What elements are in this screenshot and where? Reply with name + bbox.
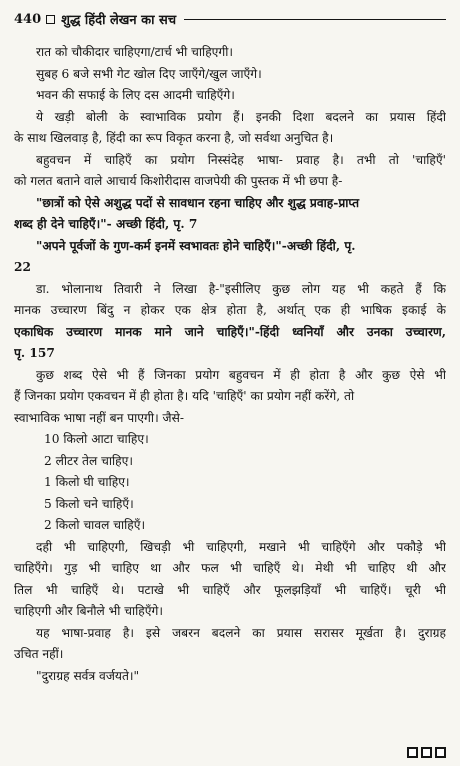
example-line: 10 किलो आटा चाहिए। bbox=[44, 432, 149, 446]
header-rule bbox=[184, 19, 446, 20]
example-line: 2 लीटर तेल चाहिए। bbox=[44, 453, 134, 468]
square-ornament-icon bbox=[407, 747, 418, 758]
quote-line: "दुराग्रह सर्वत्र वर्जयते।" bbox=[36, 668, 140, 683]
text-line: भवन की सफाई के लिए दस आदमी चाहिएँगे। bbox=[36, 88, 235, 102]
text-line: रात को चौकीदार चाहिएगा/टार्च भी चाहिएगी। bbox=[36, 45, 234, 59]
example-line: 5 किलो चने चाहिएँ। bbox=[44, 496, 134, 511]
text-line: सुबह 6 बजे सभी गेट खोल दिए जाएँगे/खुल जाएँगे। bbox=[36, 66, 262, 81]
text-line: यह भाषा-प्रवाह है। इसे जबरन बदलने का प्रयास सरासर मूर्खता है। दुराग्रह bbox=[36, 625, 446, 640]
example-line: 2 किलो चावल चाहिएँ। bbox=[44, 518, 146, 532]
quote-line: एकाधिक उच्चारण मानक माने जाने चाहिएँ।"-हिंदी ध्वनियाँ और उनका उच्चारण, bbox=[14, 324, 446, 339]
text-line: के साथ खिलवाड़ है, हिंदी का रूप विकृत करना है, जो सर्वथा अनुचित है। bbox=[14, 131, 334, 145]
text-line: दही भी चाहिएगी, खिचड़ी भी चाहिएगी, मखाने भी चाहिएँगे और पकौड़े भी bbox=[36, 539, 446, 554]
quote-line: "छात्रों को ऐसे अशुद्ध पदों से सावधान रहना चाहिए और शुद्ध प्रवाह-प्राप्त bbox=[36, 195, 360, 210]
page-number: 440 bbox=[14, 11, 42, 27]
book-title: शुद्ध हिंदी लेखन का सच bbox=[61, 13, 177, 28]
text-line: को गलत बताने वाले आचार्य किशोरीदास वाजपेयी की पुस्तक में भी छपा है- bbox=[14, 174, 343, 188]
running-header bbox=[14, 8, 446, 30]
header-square-bullet bbox=[46, 15, 55, 24]
text-line: चाहिएगी और बिनौले भी चाहिएँगे। bbox=[14, 604, 163, 618]
example-line: 1 किलो घी चाहिए। bbox=[44, 475, 130, 489]
text-line: तिल भी चाहिएँ थे। पटाखे भी चाहिएँ और फूलझड़ियाँ भी चाहिएँ। चूरी भी bbox=[14, 582, 446, 597]
square-ornament-icon bbox=[435, 747, 446, 758]
end-of-section-ornament bbox=[407, 747, 446, 758]
quote-line: शब्द ही देने चाहिएँ।"- अच्छी हिंदी, पृ. 7 bbox=[14, 217, 198, 231]
text-line: कुछ शब्द ऐसे भी हैं जिनका प्रयोग बहुवचन में ही होता है और कुछ ऐसे भी bbox=[36, 367, 446, 382]
text-line: डा. भोलानाथ तिवारी ने लिखा है-"इसीलिए कुछ लोग यह भी कहते हैं कि bbox=[36, 281, 446, 296]
page-body bbox=[14, 42, 446, 687]
text-line: हैं जिनका प्रयोग एकवचन में ही होता है। यदि 'चाहिएँ' का प्रयोग नहीं करेंगे, तो bbox=[14, 389, 355, 403]
square-ornament-icon bbox=[421, 747, 432, 758]
text-line: मानक उच्चारण बिंदु न होकर एक क्षेत्र होता है, अर्थात् एक ही भाषिक इकाई के bbox=[14, 303, 446, 317]
text-line: उचित नहीं। bbox=[14, 647, 64, 661]
text-line: ये खड़ी बोली के स्वाभाविक प्रयोग हैं। इनकी दिशा बदलने का प्रयास हिंदी bbox=[36, 109, 446, 124]
text-line: चाहिएँगे। गुड़ भी चाहिए था और फल भी चाहिएँ थे। मेथी भी चाहिए थी और bbox=[14, 561, 446, 575]
quote-line: पृ. 157 bbox=[14, 346, 55, 360]
text-line: स्वाभाविक भाषा नहीं बन पाएगी। जैसे- bbox=[14, 410, 184, 425]
quote-line: 22 bbox=[14, 260, 31, 274]
quote-line: "अपने पूर्वजों के गुण-कर्म इनमें स्वभावतः होने चाहिएँ।"-अच्छी हिंदी, पृ. bbox=[36, 238, 356, 253]
text-line: बहुवचन में चाहिएँ का प्रयोग निस्संदेह भाषा- प्रवाह है। तभी तो 'चाहिएँ' bbox=[36, 152, 446, 167]
